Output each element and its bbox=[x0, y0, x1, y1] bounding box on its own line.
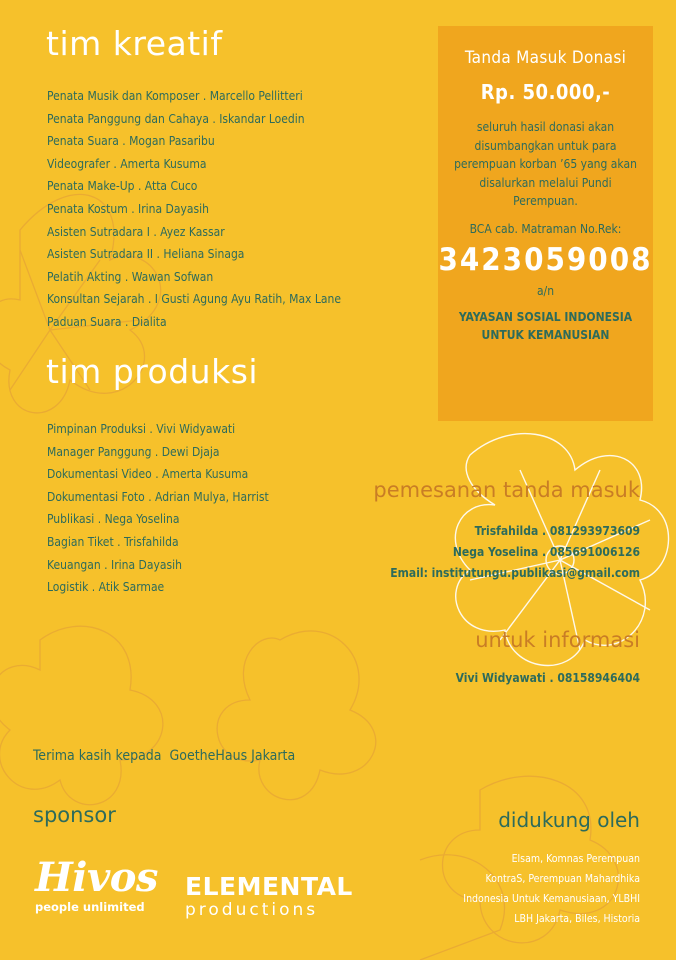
ticket-order-contacts bbox=[390, 521, 640, 584]
list-item: Videografer . Amerta Kusuma bbox=[47, 156, 207, 171]
ticket-order-heading: pemesanan tanda masuk bbox=[373, 478, 640, 502]
sponsor-heading: sponsor bbox=[33, 803, 116, 827]
org-name-line-2: UNTUK KEMANUSIAN bbox=[481, 328, 610, 342]
list-item: Publikasi . Nega Yoselina bbox=[47, 512, 180, 527]
tim-kreatif-heading: tim kreatif bbox=[46, 24, 223, 63]
information-heading: untuk informasi bbox=[475, 628, 640, 652]
list-item: Asisten Sutradara I . Ayez Kassar bbox=[47, 224, 225, 239]
list-item: Penata Panggung dan Cahaya . Iskandar Loedin bbox=[47, 111, 305, 126]
tim-kreatif-list bbox=[47, 85, 341, 334]
thanks-text: Terima kasih kepada bbox=[33, 748, 162, 764]
donation-title: Tanda Masuk Donasi bbox=[464, 48, 627, 68]
supporter-line: Elsam, Komnas Perempuan bbox=[511, 853, 640, 865]
contact-line: Vivi Widyawati . 08158946404 bbox=[455, 671, 640, 685]
account-holder-label: a/n bbox=[536, 283, 555, 298]
contact-line: Trisfahilda . 081293973609 bbox=[474, 524, 640, 538]
hivos-logo bbox=[35, 854, 158, 914]
list-item: Pelatih Akting . Wawan Sofwan bbox=[47, 269, 214, 284]
list-item: Penata Musik dan Komposer . Marcello Pellitteri bbox=[47, 89, 303, 103]
donation-description: seluruh hasil donasi akan disumbangkan untuk para perempuan korban ’65 yang akan disalurkan melalui Pundi Perempuan. bbox=[454, 120, 637, 208]
list-item: Keuangan . Irina Dayasih bbox=[47, 557, 182, 572]
hivos-logo-tagline: people unlimited bbox=[35, 900, 145, 914]
list-item: Asisten Sutradara II . Heliana Sinaga bbox=[47, 247, 245, 262]
bank-info: BCA cab. Matraman No.Rek: bbox=[469, 221, 622, 236]
supporter-line: KontraS, Perempuan Mahardhika bbox=[485, 873, 640, 885]
supporter-line: Indonesia Untuk Kemanusiaan, YLBHI bbox=[463, 893, 640, 905]
supported-by-heading: didukung oleh bbox=[498, 808, 640, 832]
elemental-logo bbox=[185, 874, 353, 920]
list-item: Pimpinan Produksi . Vivi Widyawati bbox=[47, 422, 236, 436]
donation-panel bbox=[438, 26, 653, 421]
list-item: Dokumentasi Foto . Adrian Mulya, Harrist bbox=[47, 489, 269, 504]
list-item: Dokumentasi Video . Amerta Kusuma bbox=[47, 467, 249, 482]
org-name-line-1: YAYASAN SOSIAL INDONESIA bbox=[458, 309, 633, 324]
supporters-list bbox=[463, 849, 640, 929]
elemental-logo-tagline: productions bbox=[185, 900, 319, 920]
hivos-logo-wordmark: Hivos bbox=[35, 854, 158, 901]
list-item: Bagian Tiket . Trisfahilda bbox=[47, 534, 179, 549]
account-holder-name bbox=[438, 308, 653, 345]
list-item: Penata Make-Up . Atta Cuco bbox=[47, 179, 198, 194]
thanks-line bbox=[33, 748, 295, 764]
list-item: Penata Kostum . Irina Dayasih bbox=[47, 201, 209, 216]
contact-email[interactable]: Email: institutungu.publikasi@gmail.com bbox=[390, 566, 640, 580]
account-number: 3423059008 bbox=[438, 241, 653, 278]
elemental-logo-wordmark: ELEMENTAL bbox=[185, 872, 353, 901]
list-item: Manager Panggung . Dewi Djaja bbox=[47, 444, 220, 459]
list-item: Penata Suara . Mogan Pasaribu bbox=[47, 134, 215, 149]
list-item: Logistik . Atik Sarmae bbox=[47, 580, 165, 595]
list-item: Paduan Suara . Dialita bbox=[47, 314, 167, 329]
list-item: Konsultan Sejarah . I Gusti Agung Ayu Ratih, Max Lane bbox=[47, 292, 341, 307]
tim-produksi-list bbox=[47, 418, 269, 599]
information-contacts bbox=[456, 668, 640, 689]
contact-line: Nega Yoselina . 085691006126 bbox=[452, 545, 640, 559]
supporter-line: LBH Jakarta, Biles, Historia bbox=[514, 913, 640, 925]
thanks-name: GoetheHaus Jakarta bbox=[169, 748, 296, 764]
donation-amount: Rp. 50.000,- bbox=[480, 80, 611, 104]
tim-produksi-heading: tim produksi bbox=[46, 352, 259, 391]
